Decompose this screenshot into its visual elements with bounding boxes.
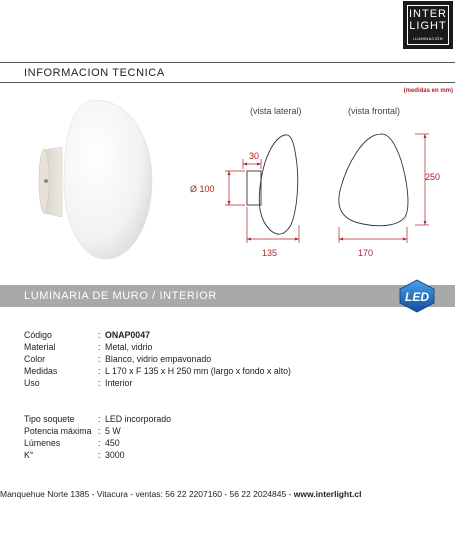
length-dimension: 135	[262, 248, 278, 258]
spec-value-lumens: 450	[105, 438, 120, 448]
category-title: LUMINARIA DE MURO / INTERIOR	[24, 290, 217, 302]
footer-website-link[interactable]: www.interlight.cl	[293, 489, 362, 499]
top-divider	[0, 62, 455, 63]
spec-colon: :	[98, 450, 101, 460]
brand-logo	[403, 1, 453, 49]
spec-colon: :	[98, 366, 101, 376]
spec-value-socket: LED incorporado	[105, 414, 172, 424]
spec-colon: :	[98, 426, 101, 436]
spec-colon: :	[98, 330, 101, 340]
spec-label-socket: Tipo soquete	[24, 414, 75, 424]
front-view-drawing	[325, 125, 445, 260]
depth-dimension: 30	[249, 151, 260, 161]
spec-colon: :	[98, 342, 101, 352]
spec-label-use: Uso	[24, 378, 40, 388]
logo-line-3: ILUMINACIÓN	[413, 36, 443, 41]
footer-address: Manquehue Norte 1385 - Vitacura - ventas: 56 22 2207160 - 56 22 2024845 -	[0, 489, 294, 499]
spec-colon: :	[98, 414, 101, 424]
spec-label-code: Código	[24, 330, 52, 340]
spec-label-kelvin: K°	[24, 450, 34, 460]
spec-label-color: Color	[24, 354, 46, 364]
spec-value-dimensions: L 170 x F 135 x H 250 mm (largo x fondo x alto)	[105, 366, 291, 376]
spec-value-use: Interior	[105, 378, 133, 388]
width-dimension: 170	[358, 248, 374, 258]
led-badge-icon	[398, 279, 436, 313]
spec-label-material: Material	[24, 342, 56, 352]
side-view-label: (vista lateral)	[250, 106, 302, 116]
front-view-label: (vista frontal)	[348, 106, 401, 116]
footer-contact	[0, 489, 455, 499]
spec-colon: :	[98, 378, 101, 388]
spec-label-dimensions: Medidas	[24, 366, 58, 376]
measure-note: (medidas en mm)	[403, 88, 453, 94]
logo-frame	[407, 5, 449, 45]
section-title: INFORMACION TECNICA	[24, 67, 165, 79]
height-dimension: 250	[425, 172, 441, 182]
logo-line-2: LIGHT	[409, 20, 447, 32]
title-divider	[0, 82, 455, 83]
diameter-dimension: Ø 100	[190, 184, 215, 194]
spec-value-color: Blanco, vidrio empavonado	[105, 354, 212, 364]
spec-value-code: ONAP0047	[105, 330, 150, 340]
spec-label-lumens: Lúmenes	[24, 438, 61, 448]
logo-line-1: INTER	[409, 8, 447, 20]
spec-colon: :	[98, 354, 101, 364]
led-badge-text: LED	[405, 290, 429, 304]
spec-value-material: Metal, vidrio	[105, 342, 153, 352]
spec-value-kelvin: 3000	[105, 450, 125, 460]
spec-colon: :	[98, 438, 101, 448]
spec-label-power: Potencia máxima	[24, 426, 92, 436]
product-photo	[30, 95, 160, 265]
spec-value-power: 5 W	[105, 426, 121, 436]
